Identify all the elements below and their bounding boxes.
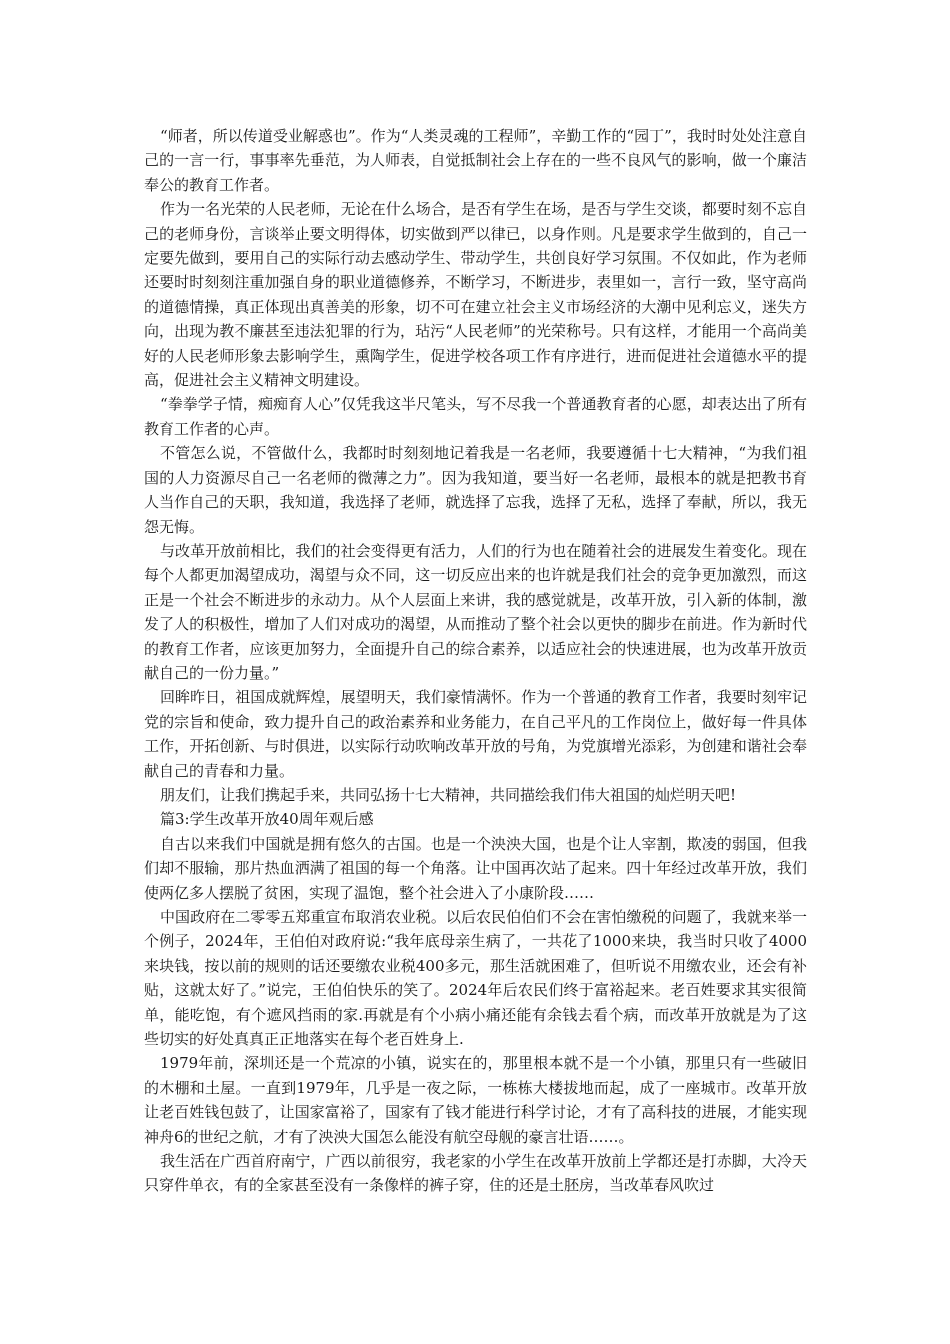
document-body: [144, 124, 807, 1198]
paragraph-11: 我生活在广西首府南宁，广西以前很穷，我老家的小学生在改革开放前上学都还是打赤脚，大冷天只穿件单衣，有的全家甚至没有一条像样的裤子穿，住的还是土胚房，当改革春风吹过: [144, 1152, 807, 1195]
paragraph-7: 朋友们，让我们携起手来，共同弘扬十七大精神，共同描绘我们伟大祖国的灿烂明天吧!: [160, 785, 737, 804]
paragraph-5: 与改革开放前相比，我们的社会变得更有活力，人们的行为也在随着社会的进展发生着变化。现在每个人都更加渴望成功，渴望与众不同，这一切反应出来的也许就是我们社会的竞争更加激烈，而这正是一个社会不断进步的永动力。从个人层面上来讲，我的感觉就是，改革开放，引入新的体制，激发了人的积极性，增加了人们对成功的渴望，从而推动了整个社会以更快的脚步在前进。作为新时代的教育工作者，应该更加努力，全面提升自己的综合素养，以适应社会的快速进展，也为改革开放贡献自己的一份力量。”: [144, 541, 807, 682]
paragraph-8: 自古以来我们中国就是拥有悠久的古国。也是一个泱泱大国，也是个让人宰割，欺凌的弱国，但我们却不服输，那片热血洒满了祖国的每一个角落。让中国再次站了起来。四十年经过改革开放，我们使两亿多人摆脱了贫困，实现了温饱，整个社会进入了小康阶段……: [144, 834, 807, 902]
paragraph-1: “师者，所以传道受业解惑也”。作为“人类灵魂的工程师”，辛勤工作的“园丁”，我时时处处注意自己的一言一行，事事率先垂范，为人师表，自觉抵制社会上存在的一些不良风气的影响，做一个廉洁奉公的教育工作者。: [144, 127, 807, 194]
paragraph-6: 回眸昨日，祖国成就辉煌，展望明天，我们豪情满怀。作为一个普通的教育工作者，我要时刻牢记党的宗旨和使命，致力提升自己的政治素养和业务能力，在自己平凡的工作岗位上，做好每一件具体工作，开拓创新、与时俱进，以实际行动吹响改革开放的号角，为党旗增光添彩，为创建和谐社会奉献自己的青春和力量。: [144, 688, 807, 780]
paragraph-10: 1979年前，深圳还是一个荒凉的小镇，说实在的，那里根本就不是一个小镇，那里只有一些破旧的木棚和土屋。一直到1979年，几乎是一夜之际，一栋栋大楼拔地而起，成了一座城市。改革开放让老百姓钱包鼓了，让国家富裕了，国家有了钱才能进行科学讨论，才有了高科技的进展，才能实现神舟6的世纪之航，才有了泱泱大国怎么能没有航空母舰的豪言壮语……。: [144, 1054, 807, 1146]
paragraph-3: “拳拳学子情，痴痴育人心”仅凭我这半尺笔头，写不尽我一个普通教育者的心愿，却表达出了所有教育工作者的心声。: [144, 395, 807, 438]
section-heading: 篇3:学生改革开放40周年观后感: [160, 810, 374, 829]
paragraph-2: 作为一名光荣的人民老师，无论在什么场合，是否有学生在场，是否与学生交谈，都要时刻不忘自己的老师身份，言谈举止要文明得体，切实做到严以律已，以身作则。凡是要求学生做到的，自己一定要先做到，要用自己的实际行动去感动学生、带动学生，共创良好学习氛围。不仅如此，作为老师还要时时刻刻注重加强自身的职业道德修养，不断学习，不断进步，表里如一，言行一致，坚守高尚的道德情操，真正体现出真善美的形象，切不可在建立社会主义市场经济的大潮中见利忘义，迷失方向，出现为教不廉甚至违法犯罪的行为，玷污“人民老师”的光荣称号。只有这样，才能用一个高尚美好的人民老师形象去影响学生，熏陶学生，促进学校各项工作有序进行，进而促进社会道德水平的提高，促进社会主义精神文明建设。: [144, 200, 807, 390]
paragraph-4: 不管怎么说，不管做什么，我都时时刻刻地记着我是一名老师，我要遵循十七大精神，“为我们祖国的人力资源尽自己一名老师的微薄之力”。因为我知道，要当好一名老师，最根本的就是把教书育人当作自己的天职，我知道，我选择了老师，就选择了忘我，选择了无私，选择了奉献，所以，我无怨无悔。: [144, 444, 807, 536]
paragraph-9: 中国政府在二零零五郑重宣布取消农业税。以后农民伯伯们不会在害怕缴税的问题了，我就来举一个例子，2024年，王伯伯对政府说:“我年底母亲生病了，一共花了1000来块，我当时只收了4000来块钱，按以前的规则的话还要缴农业税400多元，那生活就困难了，但听说不用缴农业，还会有补贴，这就太好了。”说完，王伯伯快乐的笑了。2024年后农民们终于富裕起来。老百姓要求其实很简单，能吃饱，有个遮风挡雨的家.再就是有个小病小痛还能有余钱去看个病，而改革开放就是为了这些切实的好处真真正正地落实在每个老百姓身上.: [144, 908, 807, 1049]
